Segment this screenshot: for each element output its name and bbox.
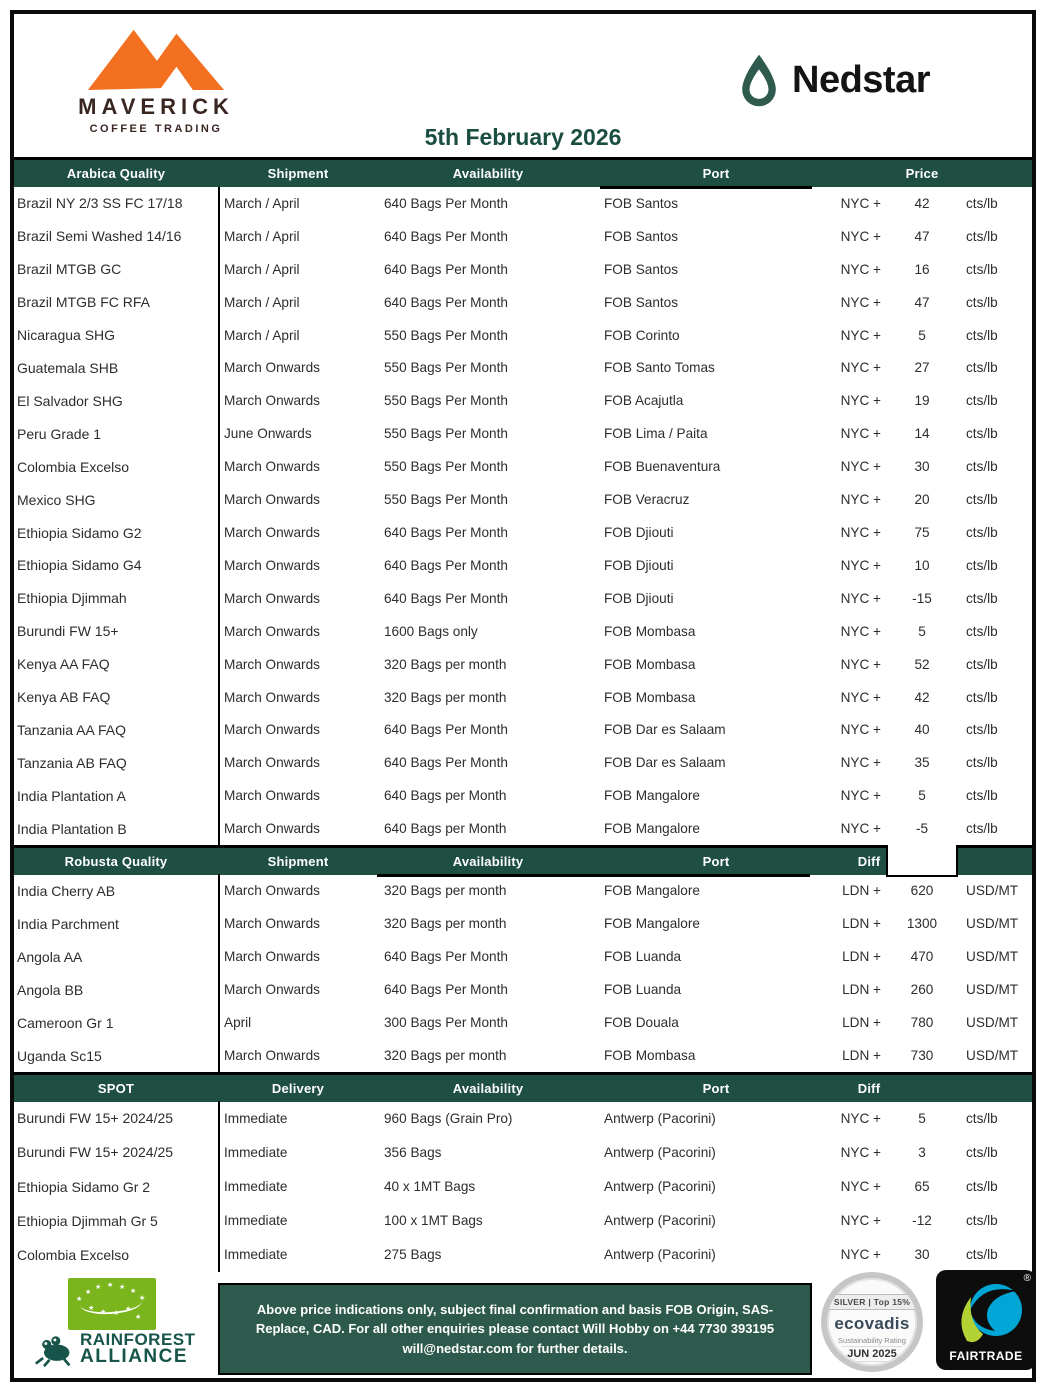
price-prefix-cell: NYC + bbox=[840, 195, 881, 211]
nedstar-logo bbox=[738, 52, 930, 108]
price-unit-cell: USD/MT bbox=[966, 883, 1019, 898]
port-cell: FOB Acajutla bbox=[604, 393, 684, 409]
document-date: 5th February 2026 bbox=[424, 124, 622, 150]
availability-cell: 550 Bags Per Month bbox=[384, 393, 508, 409]
price-prefix-cell: LDN + bbox=[842, 883, 881, 898]
port-cell: FOB Mombasa bbox=[604, 623, 696, 639]
shipment-cell: March Onwards bbox=[224, 557, 320, 573]
col-header-diff: Diff bbox=[857, 854, 881, 869]
availability-cell: 640 Bags Per Month bbox=[384, 294, 508, 310]
table-row bbox=[14, 746, 1032, 779]
table-row bbox=[14, 714, 1032, 747]
port-cell: Antwerp (Pacorini) bbox=[604, 1213, 716, 1229]
rainforest-word: RAINFOREST bbox=[80, 1329, 196, 1349]
table-row bbox=[14, 286, 1032, 319]
quality-cell: India Plantation B bbox=[17, 820, 127, 837]
maverick-wordmark: MAVERICK bbox=[78, 94, 234, 119]
price-unit-cell: USD/MT bbox=[966, 982, 1019, 997]
col-header-shipment: Shipment bbox=[267, 854, 329, 869]
price-value-cell: 42 bbox=[914, 195, 930, 211]
price-value-cell: 47 bbox=[914, 228, 930, 244]
price-unit-cell: cts/lb bbox=[966, 393, 998, 409]
shipment-cell: March Onwards bbox=[224, 821, 320, 837]
availability-cell: 320 Bags per month bbox=[384, 1048, 507, 1063]
price-prefix-cell: NYC + bbox=[840, 393, 881, 409]
price-value-cell: 16 bbox=[914, 261, 930, 277]
price-prefix-cell: NYC + bbox=[840, 623, 881, 639]
shipment-cell: March Onwards bbox=[224, 459, 320, 475]
table-row bbox=[14, 648, 1032, 681]
port-cell: FOB Dar es Salaam bbox=[604, 722, 726, 738]
port-cell: FOB Mombasa bbox=[604, 689, 696, 705]
column-divider bbox=[218, 1101, 220, 1272]
col-header-availability: Availability bbox=[452, 854, 524, 869]
shipment-cell: March Onwards bbox=[224, 360, 320, 376]
price-value-cell: 30 bbox=[914, 1247, 930, 1263]
availability-cell: 550 Bags Per Month bbox=[384, 360, 508, 376]
price-unit-cell: cts/lb bbox=[966, 492, 998, 508]
quality-cell: Kenya AA FAQ bbox=[17, 656, 110, 673]
quality-cell: Burundi FW 15+ bbox=[17, 623, 119, 640]
col-header-shipment: Shipment bbox=[267, 166, 329, 181]
spot-header-band bbox=[14, 1072, 1032, 1102]
price-prefix-cell: NYC + bbox=[840, 360, 881, 376]
port-cell: FOB Dar es Salaam bbox=[604, 755, 726, 771]
shipment-cell: March / April bbox=[224, 228, 300, 244]
port-cell: Antwerp (Pacorini) bbox=[604, 1144, 716, 1160]
price-prefix-cell: LDN + bbox=[842, 949, 881, 964]
nedstar-wordmark: Nedstar bbox=[792, 58, 930, 101]
port-cell: FOB Santos bbox=[604, 228, 679, 244]
shipment-cell: March Onwards bbox=[224, 982, 320, 997]
quality-cell: Ethiopia Sidamo G2 bbox=[17, 524, 142, 541]
price-unit-cell: cts/lb bbox=[966, 722, 998, 738]
port-cell: Antwerp (Pacorini) bbox=[604, 1110, 716, 1126]
price-unit-cell: cts/lb bbox=[966, 360, 998, 376]
alliance-word: ALLIANCE bbox=[80, 1346, 189, 1368]
quality-cell: India Cherry AB bbox=[17, 882, 116, 899]
col-header-price: Price bbox=[905, 166, 939, 181]
table-row bbox=[14, 1204, 1032, 1238]
table-row bbox=[14, 681, 1032, 714]
price-unit-cell: cts/lb bbox=[966, 1110, 998, 1126]
price-unit-cell: USD/MT bbox=[966, 1015, 1019, 1030]
price-value-cell: 35 bbox=[914, 755, 930, 771]
quality-cell: El Salvador SHG bbox=[17, 392, 123, 409]
price-unit-cell: cts/lb bbox=[966, 1179, 998, 1194]
price-value-cell: 65 bbox=[914, 1179, 930, 1194]
availability-cell: 640 Bags Per Month bbox=[384, 590, 508, 606]
availability-cell: 640 Bags Per Month bbox=[384, 949, 508, 964]
price-value-cell: 3 bbox=[918, 1144, 926, 1160]
price-value-cell: 620 bbox=[910, 883, 934, 898]
table-row bbox=[14, 812, 1032, 845]
shipment-cell: March Onwards bbox=[224, 656, 320, 672]
port-cell: FOB Djiouti bbox=[604, 557, 674, 573]
price-value-cell: 27 bbox=[914, 360, 930, 376]
shipment-cell: March Onwards bbox=[224, 623, 320, 639]
port-cell: FOB Mangalore bbox=[604, 821, 700, 837]
price-value-cell: 40 bbox=[914, 722, 930, 738]
table-row bbox=[14, 417, 1032, 450]
col-header-delivery: Delivery bbox=[271, 1081, 325, 1096]
quality-cell: Colombia Excelso bbox=[17, 1246, 130, 1263]
price-unit-cell: cts/lb bbox=[966, 590, 998, 606]
table-row bbox=[14, 940, 1032, 973]
shipment-cell: March Onwards bbox=[224, 755, 320, 771]
price-value-cell: 5 bbox=[918, 1110, 926, 1126]
table-row bbox=[14, 549, 1032, 582]
shipment-cell: March / April bbox=[224, 195, 300, 211]
shipment-cell: Immediate bbox=[224, 1144, 288, 1160]
price-prefix-cell: NYC + bbox=[840, 590, 881, 606]
price-prefix-cell: NYC + bbox=[840, 656, 881, 672]
price-unit-cell: cts/lb bbox=[966, 656, 998, 672]
quality-cell: India Parchment bbox=[17, 915, 119, 932]
quality-cell: Peru Grade 1 bbox=[17, 425, 102, 442]
price-unit-cell: cts/lb bbox=[966, 228, 998, 244]
availability-cell: 320 Bags per month bbox=[384, 883, 507, 898]
price-value-cell: 5 bbox=[918, 327, 926, 343]
column-divider bbox=[218, 874, 220, 1072]
ecovadis-medal bbox=[814, 1270, 932, 1374]
fairtrade-wordmark: FAIRTRADE bbox=[949, 1349, 1023, 1363]
col-header-availability: Availability bbox=[452, 1081, 524, 1096]
price-unit-cell: cts/lb bbox=[966, 1213, 998, 1229]
port-cell: Antwerp (Pacorini) bbox=[604, 1179, 716, 1194]
quality-cell: Ethiopia Djimmah bbox=[17, 590, 127, 607]
col-header-port: Port bbox=[702, 166, 730, 181]
shipment-cell: March Onwards bbox=[224, 393, 320, 409]
shipment-cell: April bbox=[224, 1015, 252, 1030]
price-prefix-cell: NYC + bbox=[840, 261, 881, 277]
shipment-cell: March / April bbox=[224, 294, 300, 310]
table-row bbox=[14, 973, 1032, 1006]
ecovadis-wordmark: ecovadis bbox=[827, 1314, 917, 1334]
price-unit-cell: cts/lb bbox=[966, 459, 998, 475]
port-cell: FOB Santo Tomas bbox=[604, 360, 715, 376]
table-row bbox=[14, 1006, 1032, 1039]
table-row bbox=[14, 1238, 1032, 1272]
port-cell: FOB Mangalore bbox=[604, 788, 700, 804]
price-unit-cell: cts/lb bbox=[966, 327, 998, 343]
price-prefix-cell: NYC + bbox=[840, 1179, 881, 1194]
price-prefix-cell: NYC + bbox=[840, 1213, 881, 1229]
price-prefix-cell: NYC + bbox=[840, 1144, 881, 1160]
price-unit-cell: cts/lb bbox=[966, 1247, 998, 1263]
shipment-cell: March / April bbox=[224, 327, 300, 343]
col-header-port: Port bbox=[702, 1081, 730, 1096]
price-prefix-cell: LDN + bbox=[842, 1048, 881, 1063]
shipment-cell: March Onwards bbox=[224, 788, 320, 804]
price-value-cell: -15 bbox=[912, 590, 932, 606]
availability-cell: 640 Bags Per Month bbox=[384, 982, 508, 997]
price-value-cell: 20 bbox=[914, 492, 930, 508]
price-prefix-cell: LDN + bbox=[842, 916, 881, 931]
shipment-cell: Immediate bbox=[224, 1213, 288, 1229]
availability-cell: 640 Bags Per Month bbox=[384, 228, 508, 244]
table-row bbox=[14, 874, 1032, 907]
table-row bbox=[14, 516, 1032, 549]
col-header-spot: SPOT bbox=[97, 1081, 135, 1096]
disclaimer-text: Above price indications only, subject final confirmation and basis FOB Origin, SAS-Replace, CAD. For all other enquiries please contact Will Hobby on +44 7730 393195 will@nedstar.com for further details. bbox=[255, 1301, 775, 1356]
table-row bbox=[14, 907, 1032, 940]
availability-cell: 640 Bags Per Month bbox=[384, 755, 508, 771]
shipment-cell: March Onwards bbox=[224, 916, 320, 931]
blank-header-cell bbox=[886, 845, 958, 877]
price-unit-cell: cts/lb bbox=[966, 821, 998, 837]
quality-cell: Colombia Excelso bbox=[17, 458, 130, 475]
ecovadis-caret-icon bbox=[821, 1309, 822, 1320]
port-cell: FOB Mangalore bbox=[604, 883, 700, 898]
medal-circle bbox=[821, 1272, 923, 1372]
price-prefix-cell: NYC + bbox=[840, 492, 881, 508]
price-value-cell: 47 bbox=[914, 294, 930, 310]
price-value-cell: 42 bbox=[914, 689, 930, 705]
registered-mark: ® bbox=[1023, 1273, 1031, 1284]
price-value-cell: 75 bbox=[914, 525, 930, 541]
table-row bbox=[14, 615, 1032, 648]
price-prefix-cell: NYC + bbox=[840, 426, 881, 442]
price-value-cell: 5 bbox=[918, 623, 926, 639]
port-cell: Antwerp (Pacorini) bbox=[604, 1247, 716, 1263]
arabica-table-rows bbox=[14, 187, 1032, 845]
disclaimer-box bbox=[218, 1283, 812, 1375]
availability-cell: 320 Bags per month bbox=[384, 689, 507, 705]
quality-cell: Cameroon Gr 1 bbox=[17, 1014, 114, 1031]
availability-cell: 275 Bags bbox=[384, 1247, 442, 1263]
price-prefix-cell: NYC + bbox=[840, 557, 881, 573]
availability-cell: 550 Bags Per Month bbox=[384, 426, 508, 442]
shipment-cell: March Onwards bbox=[224, 525, 320, 541]
price-value-cell: 10 bbox=[914, 557, 930, 573]
price-unit-cell: cts/lb bbox=[966, 195, 998, 211]
port-cell: FOB Veracruz bbox=[604, 492, 690, 508]
quality-cell: Burundi FW 15+ 2024/25 bbox=[17, 1144, 174, 1161]
shipment-cell: March Onwards bbox=[224, 590, 320, 606]
port-cell: FOB Buenaventura bbox=[604, 459, 721, 475]
table-row bbox=[14, 220, 1032, 253]
table-row bbox=[14, 1039, 1032, 1072]
shipment-cell: Immediate bbox=[224, 1247, 288, 1263]
quality-cell: Brazil Semi Washed 14/16 bbox=[17, 228, 182, 245]
table-row bbox=[14, 1169, 1032, 1203]
price-value-cell: 52 bbox=[914, 656, 930, 672]
availability-cell: 550 Bags Per Month bbox=[384, 492, 508, 508]
availability-cell: 100 x 1MT Bags bbox=[384, 1213, 483, 1229]
water-drop-icon bbox=[738, 52, 780, 108]
quality-cell: Tanzania AB FAQ bbox=[17, 754, 127, 771]
price-unit-cell: cts/lb bbox=[966, 689, 998, 705]
shipment-cell: March / April bbox=[224, 261, 300, 277]
frog-icon bbox=[34, 1330, 74, 1368]
quality-cell: Brazil NY 2/3 SS FC 17/18 bbox=[17, 195, 183, 212]
col-header-arabica-quality: Arabica Quality bbox=[66, 166, 166, 181]
table-row bbox=[14, 779, 1032, 812]
price-value-cell: 30 bbox=[914, 459, 930, 475]
price-value-cell: 470 bbox=[910, 949, 934, 964]
table-row bbox=[14, 352, 1032, 385]
price-prefix-cell: NYC + bbox=[840, 327, 881, 343]
robusta-table-rows bbox=[14, 874, 1032, 1072]
table-row bbox=[14, 384, 1032, 417]
table-row bbox=[14, 187, 1032, 220]
price-prefix-cell: NYC + bbox=[840, 459, 881, 475]
availability-cell: 640 Bags Per Month bbox=[384, 525, 508, 541]
price-value-cell: 14 bbox=[914, 426, 930, 442]
table-row bbox=[14, 253, 1032, 286]
price-prefix-cell: NYC + bbox=[840, 788, 881, 804]
spot-table-rows bbox=[14, 1101, 1032, 1272]
availability-cell: 640 Bags per Month bbox=[384, 821, 507, 837]
price-unit-cell: USD/MT bbox=[966, 916, 1019, 931]
price-unit-cell: cts/lb bbox=[966, 557, 998, 573]
table-row bbox=[14, 582, 1032, 615]
price-unit-cell: USD/MT bbox=[966, 949, 1019, 964]
table-row bbox=[14, 450, 1032, 483]
eu-organic-logo: ★ ★ ★ ★ ★ ★ ★ ★ ★ ★ ★ ★ bbox=[68, 1278, 156, 1330]
port-cell: FOB Mombasa bbox=[604, 656, 696, 672]
price-value-cell: 780 bbox=[910, 1015, 934, 1030]
port-cell: FOB Djiouti bbox=[604, 525, 674, 541]
price-value-cell: -5 bbox=[915, 821, 929, 837]
availability-cell: 640 Bags Per Month bbox=[384, 557, 508, 573]
shipment-cell: March Onwards bbox=[224, 722, 320, 738]
price-prefix-cell: NYC + bbox=[840, 821, 881, 837]
price-unit-cell: cts/lb bbox=[966, 525, 998, 541]
price-value-cell: 5 bbox=[918, 788, 926, 804]
price-prefix-cell: NYC + bbox=[840, 525, 881, 541]
quality-cell: Uganda Sc15 bbox=[17, 1047, 102, 1064]
availability-cell: 320 Bags per month bbox=[384, 656, 507, 672]
port-cell: FOB Corinto bbox=[604, 327, 680, 343]
availability-cell: 320 Bags per month bbox=[384, 916, 507, 931]
price-unit-cell: cts/lb bbox=[966, 623, 998, 639]
quality-cell: Tanzania AA FAQ bbox=[17, 721, 126, 738]
shipment-cell: Immediate bbox=[224, 1179, 288, 1194]
price-unit-cell: cts/lb bbox=[966, 261, 998, 277]
price-prefix-cell: NYC + bbox=[840, 1110, 881, 1126]
quality-cell: Ethiopia Sidamo G4 bbox=[17, 557, 142, 574]
price-value-cell: 260 bbox=[910, 982, 934, 997]
shipment-cell: March Onwards bbox=[224, 883, 320, 898]
quality-cell: Brazil MTGB FC RFA bbox=[17, 294, 151, 311]
price-unit-cell: cts/lb bbox=[966, 788, 998, 804]
robusta-header-band bbox=[14, 845, 1032, 875]
arabica-header-band bbox=[14, 157, 1032, 187]
col-header-robusta-quality: Robusta Quality bbox=[64, 854, 168, 869]
medal-banner: SILVER | Top 15% bbox=[821, 1294, 923, 1310]
availability-cell: 300 Bags Per Month bbox=[384, 1015, 508, 1030]
price-unit-cell: cts/lb bbox=[966, 1144, 998, 1160]
price-unit-cell: cts/lb bbox=[966, 426, 998, 442]
availability-cell: 640 Bags Per Month bbox=[384, 195, 508, 211]
col-header-availability: Availability bbox=[452, 166, 524, 181]
maverick-mountain-icon bbox=[81, 22, 231, 92]
port-cell: FOB Santos bbox=[604, 195, 679, 211]
maverick-tagline: COFFEE TRADING bbox=[89, 123, 223, 135]
quality-cell: Ethiopia Djimmah Gr 5 bbox=[17, 1212, 158, 1229]
port-cell: FOB Djiouti bbox=[604, 590, 674, 606]
price-unit-cell: cts/lb bbox=[966, 755, 998, 771]
port-cell: FOB Mangalore bbox=[604, 916, 700, 931]
availability-cell: 640 Bags Per Month bbox=[384, 261, 508, 277]
shipment-cell: March Onwards bbox=[224, 1048, 320, 1063]
port-cell: FOB Santos bbox=[604, 294, 679, 310]
price-prefix-cell: NYC + bbox=[840, 1247, 881, 1263]
ecovadis-subtitle: Sustainability Rating bbox=[838, 1336, 906, 1345]
availability-cell: 40 x 1MT Bags bbox=[384, 1179, 476, 1194]
availability-cell: 550 Bags Per Month bbox=[384, 327, 508, 343]
quality-cell: Burundi FW 15+ 2024/25 bbox=[17, 1110, 174, 1127]
quality-cell: Ethiopia Sidamo Gr 2 bbox=[17, 1178, 151, 1195]
port-cell: FOB Mombasa bbox=[604, 1048, 696, 1063]
price-prefix-cell: NYC + bbox=[840, 294, 881, 310]
shipment-cell: June Onwards bbox=[224, 426, 312, 442]
rainforest-alliance-logo bbox=[34, 1330, 196, 1368]
availability-cell: 640 Bags per Month bbox=[384, 788, 507, 804]
table-row bbox=[14, 1135, 1032, 1169]
col-header-diff: Diff bbox=[857, 1081, 881, 1096]
port-cell: FOB Luanda bbox=[604, 982, 682, 997]
availability-cell: 356 Bags bbox=[384, 1144, 442, 1160]
quality-cell: India Plantation A bbox=[17, 787, 126, 804]
availability-cell: 550 Bags Per Month bbox=[384, 459, 508, 475]
shipment-cell: Immediate bbox=[224, 1110, 288, 1126]
price-value-cell: -12 bbox=[912, 1213, 932, 1229]
port-cell: FOB Lima / Paita bbox=[604, 426, 708, 442]
price-unit-cell: USD/MT bbox=[966, 1048, 1019, 1063]
quality-cell: Nicaragua SHG bbox=[17, 327, 116, 344]
price-prefix-cell: NYC + bbox=[840, 228, 881, 244]
price-prefix-cell: LDN + bbox=[842, 982, 881, 997]
price-value-cell: 1300 bbox=[906, 916, 938, 931]
col-header-port: Port bbox=[702, 854, 730, 869]
shipment-cell: March Onwards bbox=[224, 949, 320, 964]
port-cell: FOB Douala bbox=[604, 1015, 679, 1030]
price-unit-cell: cts/lb bbox=[966, 294, 998, 310]
price-prefix-cell: NYC + bbox=[840, 755, 881, 771]
table-row bbox=[14, 1101, 1032, 1135]
shipment-cell: March Onwards bbox=[224, 492, 320, 508]
port-cell: FOB Santos bbox=[604, 261, 679, 277]
column-divider bbox=[218, 187, 220, 845]
quality-cell: Guatemala SHB bbox=[17, 359, 119, 376]
price-value-cell: 730 bbox=[910, 1048, 934, 1063]
price-prefix-cell: NYC + bbox=[840, 722, 881, 738]
table-row bbox=[14, 319, 1032, 352]
maverick-logo bbox=[72, 22, 240, 135]
ecovadis-rating-date: JUN 2025 bbox=[842, 1346, 902, 1362]
fairtrade-logo bbox=[936, 1270, 1036, 1370]
table-row bbox=[14, 483, 1032, 516]
quality-cell: Kenya AB FAQ bbox=[17, 689, 111, 706]
quality-cell: Angola AA bbox=[17, 948, 83, 965]
price-value-cell: 19 bbox=[914, 393, 930, 409]
quality-cell: Mexico SHG bbox=[17, 491, 96, 508]
shipment-cell: March Onwards bbox=[224, 689, 320, 705]
port-cell: FOB Luanda bbox=[604, 949, 682, 964]
quality-cell: Brazil MTGB GC bbox=[17, 261, 122, 278]
quality-cell: Angola BB bbox=[17, 981, 84, 998]
availability-cell: 960 Bags (Grain Pro) bbox=[384, 1110, 513, 1126]
price-prefix-cell: NYC + bbox=[840, 689, 881, 705]
availability-cell: 1600 Bags only bbox=[384, 623, 478, 639]
price-prefix-cell: LDN + bbox=[842, 1015, 881, 1030]
availability-cell: 640 Bags Per Month bbox=[384, 722, 508, 738]
